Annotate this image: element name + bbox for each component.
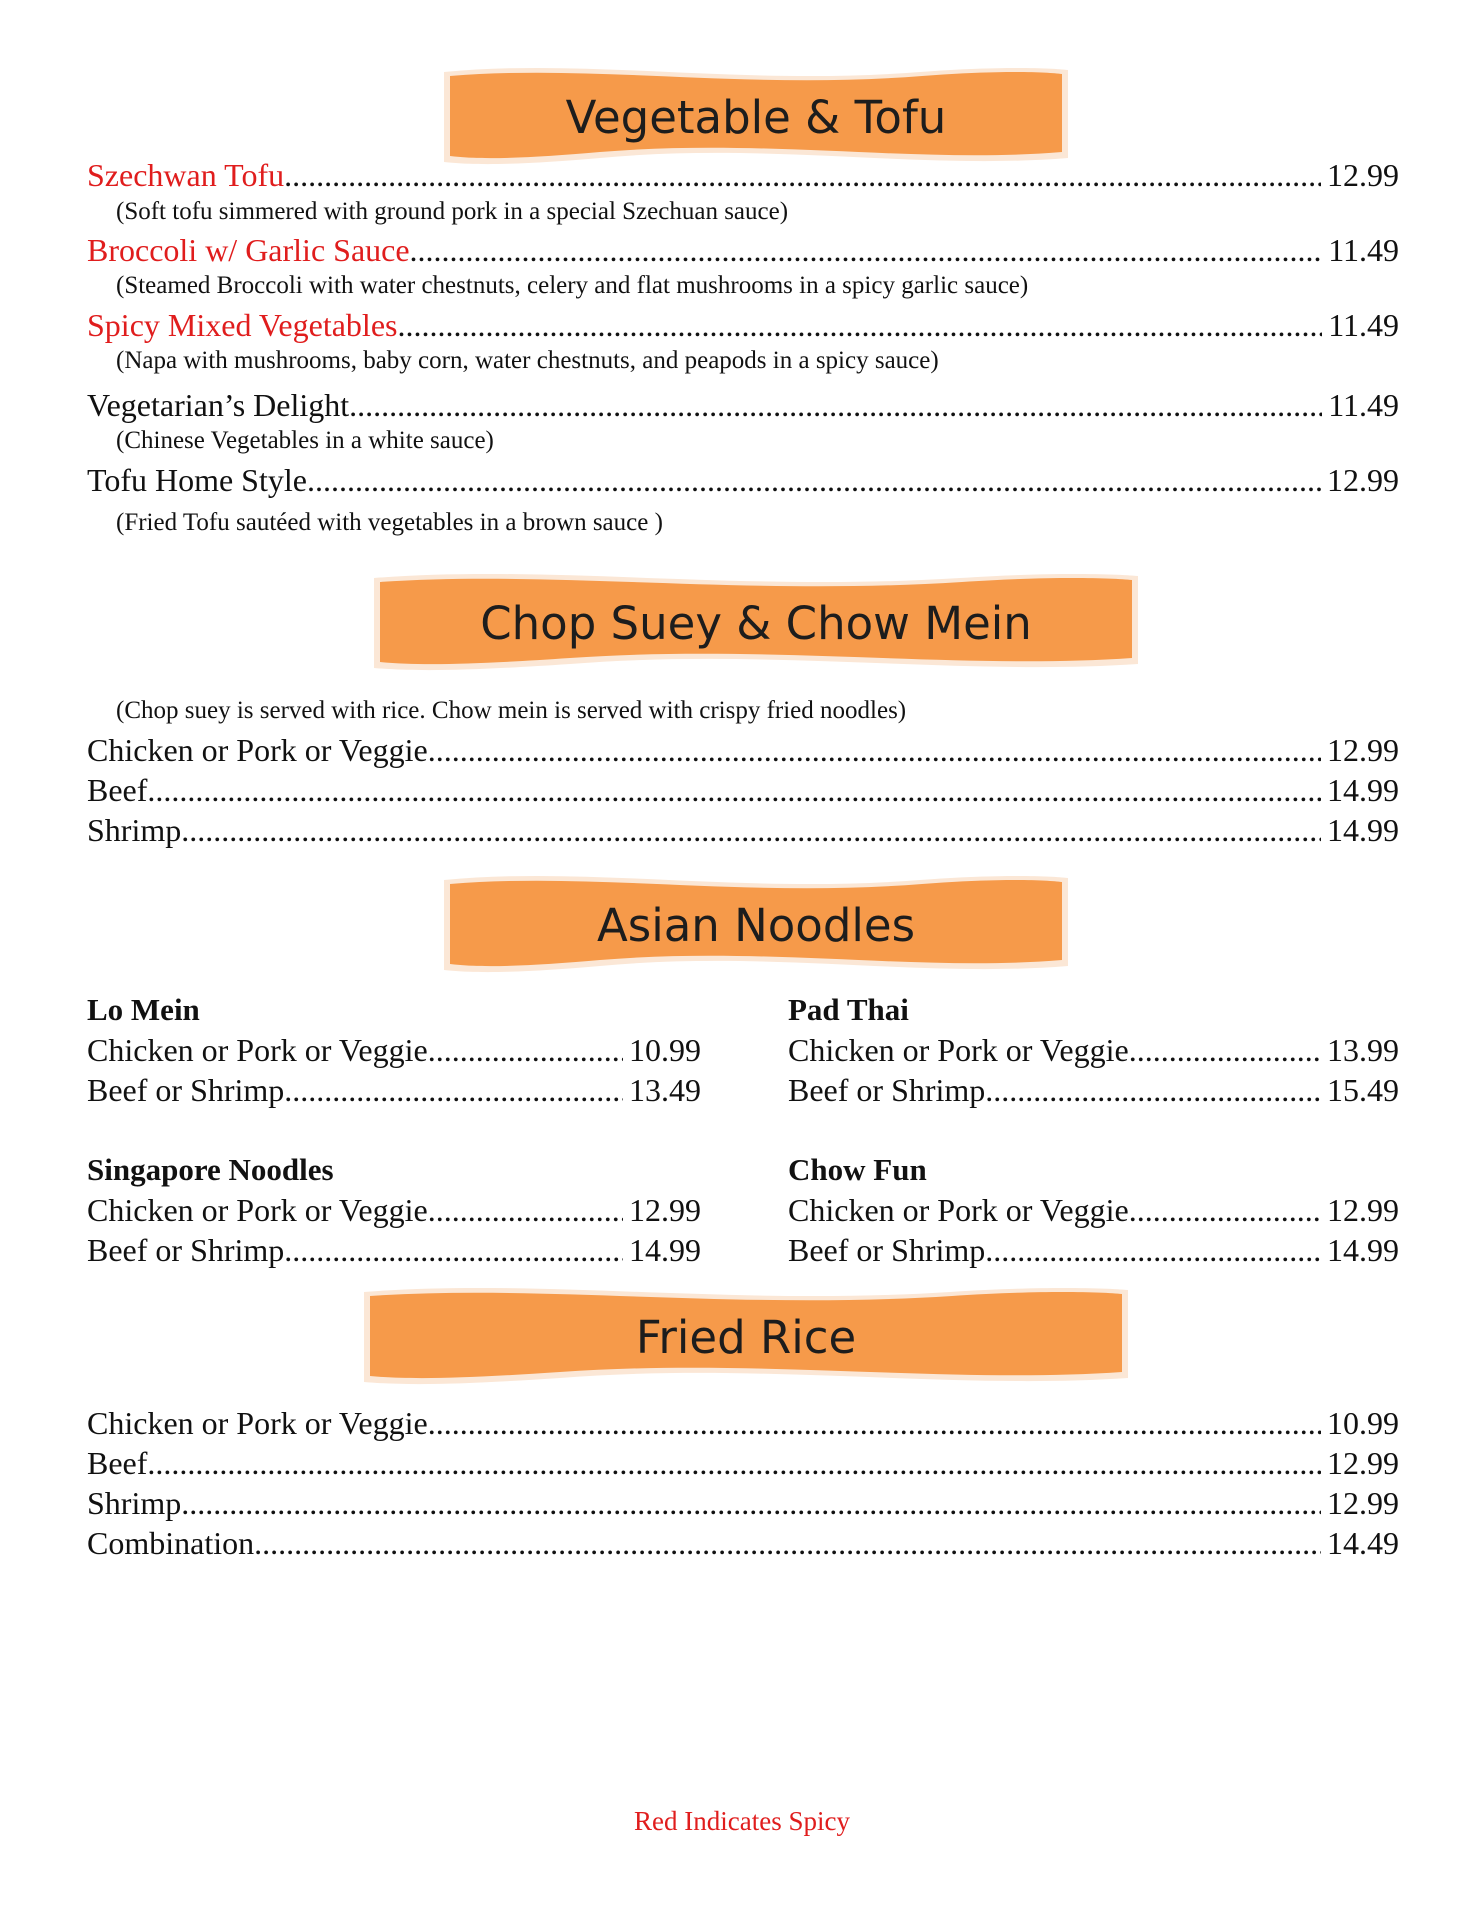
item-name: Combination bbox=[87, 1525, 255, 1561]
leader-dots bbox=[181, 1483, 1321, 1523]
noodle-group-heading: Chow Fun bbox=[788, 1152, 927, 1187]
leader-dots bbox=[428, 730, 1321, 770]
item-name: Chicken or Pork or Veggie bbox=[788, 1192, 1129, 1228]
leader-dots bbox=[181, 810, 1321, 850]
item-price: 12.99 bbox=[629, 1192, 701, 1228]
item-price: 10.99 bbox=[1327, 1405, 1399, 1441]
leader-dots bbox=[307, 460, 1321, 500]
menu-item bbox=[87, 230, 1399, 270]
noodle-group-heading: Singapore Noodles bbox=[87, 1152, 334, 1187]
leader-dots bbox=[147, 1443, 1321, 1483]
item-name: Beef bbox=[87, 1445, 148, 1481]
menu-item bbox=[87, 305, 1399, 345]
leader-dots bbox=[428, 1030, 623, 1070]
item-name: Beef or Shrimp bbox=[788, 1072, 986, 1108]
menu-item bbox=[788, 1190, 1399, 1230]
item-name: Beef or Shrimp bbox=[788, 1232, 986, 1268]
item-name: Chicken or Pork or Veggie bbox=[788, 1032, 1129, 1068]
section-banner-asian-noodles bbox=[440, 870, 1072, 976]
item-name: Chicken or Pork or Veggie bbox=[87, 1405, 428, 1441]
item-price: 14.99 bbox=[1327, 812, 1399, 848]
item-price: 15.49 bbox=[1327, 1072, 1399, 1108]
leader-dots bbox=[284, 155, 1321, 195]
item-price: 14.99 bbox=[1327, 772, 1399, 808]
item-description: (Napa with mushrooms, baby corn, water chestnuts, and peapods in a spicy sauce) bbox=[116, 347, 939, 374]
leader-dots bbox=[397, 305, 1322, 345]
menu-item bbox=[87, 1403, 1399, 1443]
leader-dots bbox=[428, 1403, 1321, 1443]
noodle-group-heading: Pad Thai bbox=[788, 992, 909, 1027]
item-name: Chicken or Pork or Veggie bbox=[87, 732, 428, 768]
item-price: 12.99 bbox=[1327, 1192, 1399, 1228]
menu-item bbox=[87, 1190, 701, 1230]
leader-dots bbox=[284, 1070, 623, 1110]
item-price: 12.99 bbox=[1327, 1485, 1399, 1521]
menu-item bbox=[87, 385, 1399, 425]
noodle-group-heading: Lo Mein bbox=[87, 992, 200, 1027]
section-title: Fried Rice bbox=[635, 1310, 857, 1364]
item-name: Beef or Shrimp bbox=[87, 1072, 285, 1108]
item-price: 11.49 bbox=[1328, 232, 1399, 268]
item-price: 12.99 bbox=[1327, 157, 1399, 193]
item-name: Beef bbox=[87, 772, 148, 808]
item-name: Tofu Home Style bbox=[87, 462, 307, 498]
menu-item bbox=[87, 810, 1399, 850]
leader-dots bbox=[147, 770, 1321, 810]
section-title: Chop Suey & Chow Mein bbox=[480, 596, 1032, 650]
menu-item bbox=[788, 1030, 1399, 1070]
leader-dots bbox=[1129, 1030, 1321, 1070]
menu-item bbox=[87, 155, 1399, 195]
menu-item bbox=[87, 460, 1399, 500]
item-name: Szechwan Tofu bbox=[87, 157, 285, 193]
leader-dots bbox=[254, 1523, 1321, 1563]
leader-dots bbox=[349, 385, 1322, 425]
section-banner-chop-suey bbox=[370, 568, 1142, 674]
menu-item bbox=[87, 1070, 701, 1110]
menu-item bbox=[788, 1070, 1399, 1110]
item-name: Chicken or Pork or Veggie bbox=[87, 1032, 428, 1068]
leader-dots bbox=[428, 1190, 623, 1230]
item-name: Shrimp bbox=[87, 812, 182, 848]
item-price: 13.99 bbox=[1327, 1032, 1399, 1068]
leader-dots bbox=[284, 1230, 623, 1270]
item-price: 14.99 bbox=[629, 1232, 701, 1268]
spicy-legend: Red Indicates Spicy bbox=[634, 1806, 850, 1836]
item-price: 13.49 bbox=[629, 1072, 701, 1108]
item-price: 12.99 bbox=[1327, 1445, 1399, 1481]
menu-item bbox=[87, 1030, 701, 1070]
item-name: Vegetarian’s Delight bbox=[87, 387, 350, 423]
menu-item bbox=[87, 1443, 1399, 1483]
item-price: 10.99 bbox=[629, 1032, 701, 1068]
item-description: (Chinese Vegetables in a white sauce) bbox=[116, 427, 494, 454]
section-note: (Chop suey is served with rice. Chow mein is served with crispy fried noodles) bbox=[116, 697, 907, 724]
item-price: 12.99 bbox=[1327, 732, 1399, 768]
menu-item bbox=[87, 1483, 1399, 1523]
section-banner-vegetable-tofu bbox=[440, 62, 1072, 168]
leader-dots bbox=[410, 230, 1323, 270]
item-price: 12.99 bbox=[1327, 462, 1399, 498]
menu-item bbox=[87, 1230, 701, 1270]
item-price: 14.99 bbox=[1327, 1232, 1399, 1268]
menu-item bbox=[87, 770, 1399, 810]
item-price: 14.49 bbox=[1327, 1525, 1399, 1561]
menu-item bbox=[788, 1230, 1399, 1270]
leader-dots bbox=[985, 1070, 1321, 1110]
section-title: Vegetable & Tofu bbox=[565, 90, 947, 144]
leader-dots bbox=[1129, 1190, 1321, 1230]
section-banner-fried-rice bbox=[360, 1282, 1132, 1388]
item-description: (Steamed Broccoli with water chestnuts, celery and flat mushrooms in a spicy garlic sauce) bbox=[116, 272, 1029, 299]
leader-dots bbox=[985, 1230, 1321, 1270]
item-name: Chicken or Pork or Veggie bbox=[87, 1192, 428, 1228]
item-description: (Fried Tofu sautéed with vegetables in a brown sauce ) bbox=[116, 509, 663, 536]
item-name: Spicy Mixed Vegetables bbox=[87, 307, 398, 343]
menu-item bbox=[87, 730, 1399, 770]
item-name: Broccoli w/ Garlic Sauce bbox=[87, 232, 410, 268]
item-price: 11.49 bbox=[1328, 307, 1399, 343]
section-title: Asian Noodles bbox=[596, 898, 916, 952]
item-name: Shrimp bbox=[87, 1485, 182, 1521]
item-price: 11.49 bbox=[1328, 387, 1399, 423]
item-description: (Soft tofu simmered with ground pork in a special Szechuan sauce) bbox=[116, 198, 789, 225]
item-name: Beef or Shrimp bbox=[87, 1232, 285, 1268]
menu-item bbox=[87, 1523, 1399, 1563]
